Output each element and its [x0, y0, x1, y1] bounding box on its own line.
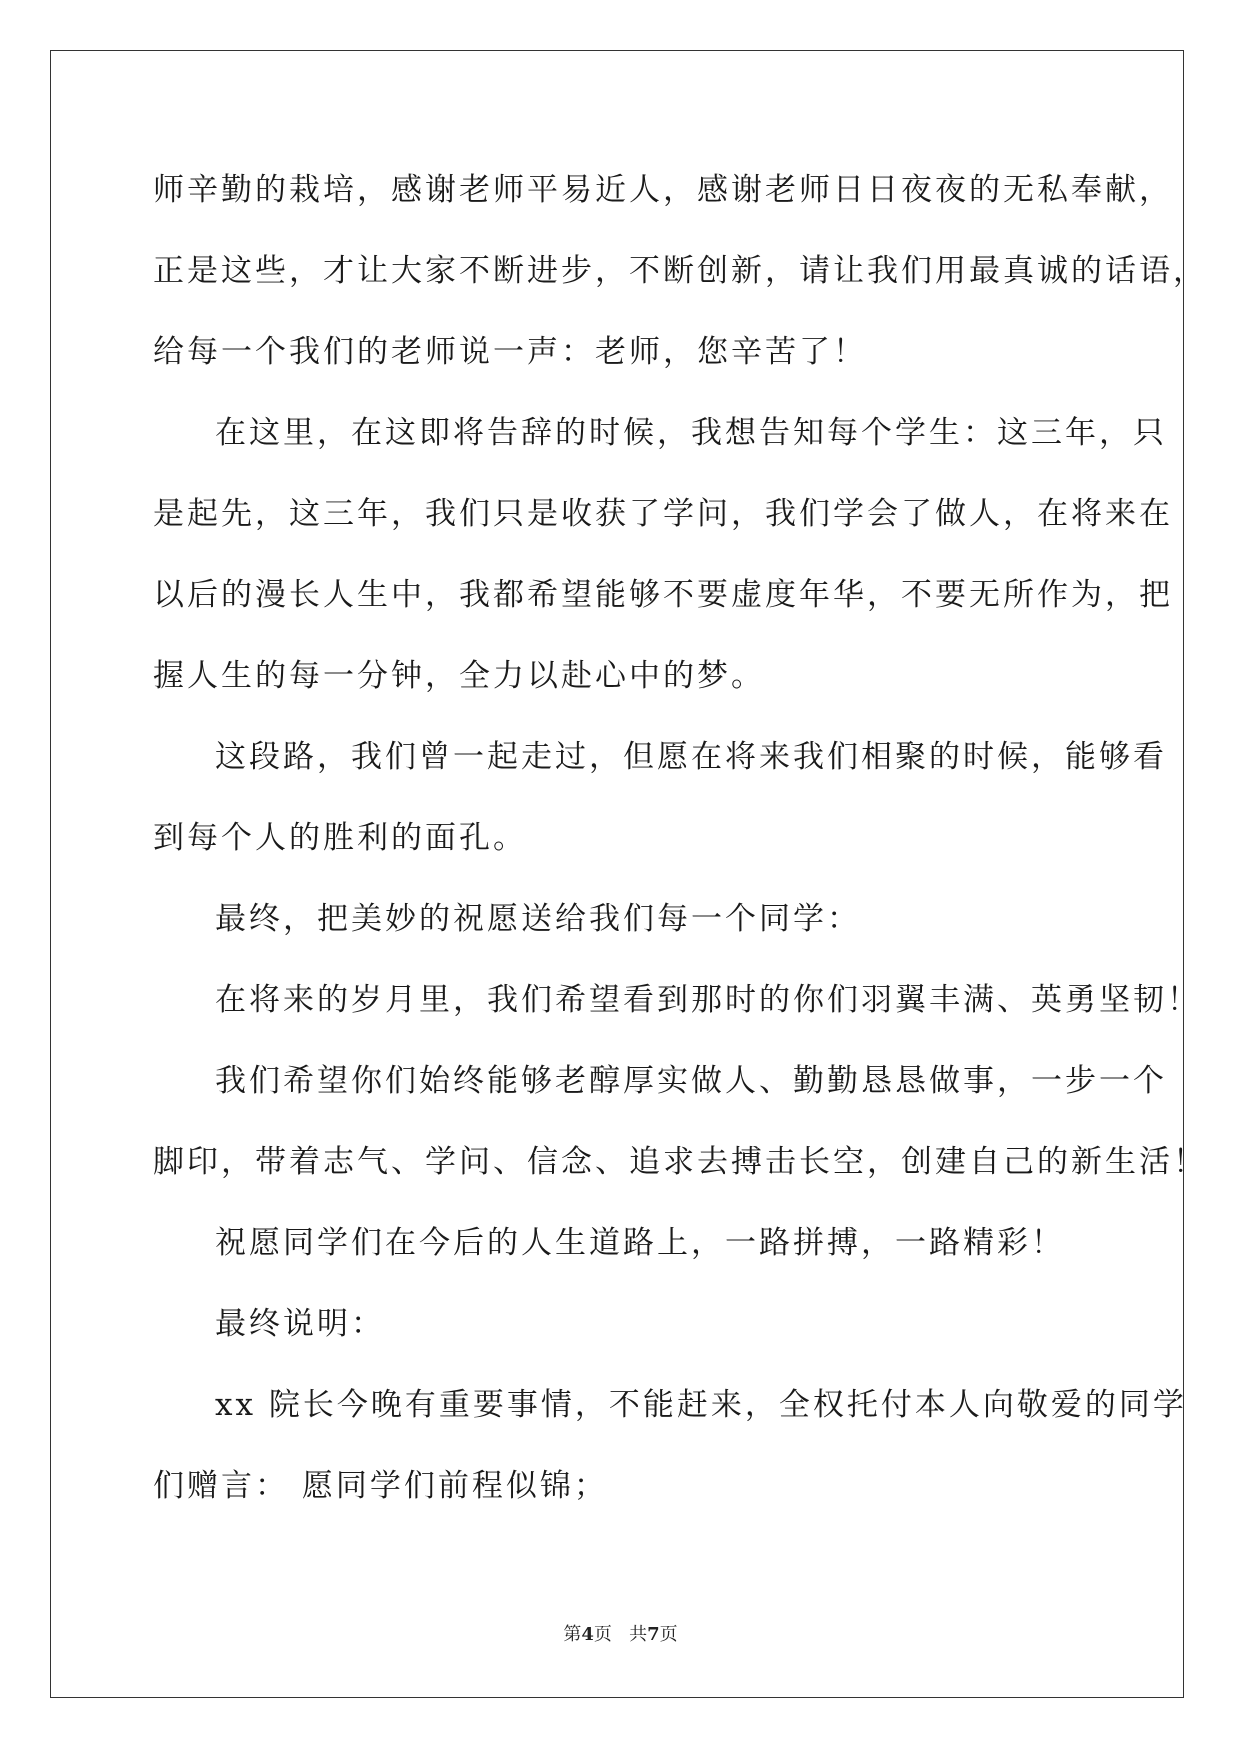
text-line: 正是这些，才让大家不断进步，不断创新，请让我们用最真诚的话语， [153, 253, 1207, 289]
footer-total-suffix: 页 [659, 1624, 678, 1645]
text-line: 我们希望你们始终能够老醇厚实做人、勤勤恳恳做事，一步一个 [215, 1063, 1167, 1099]
text-line: 给每一个我们的老师说一声：老师，您辛苦了！ [153, 334, 867, 370]
text-line: 握人生的每一分钟，全力以赴心中的梦。 [153, 658, 765, 694]
text-line: 最终说明： [215, 1306, 385, 1342]
text-line: 到每个人的胜利的面孔。 [153, 820, 527, 856]
text-line: 这段路，我们曾一起走过，但愿在将来我们相聚的时候，能够看 [215, 739, 1167, 775]
current-page-number: 4 [581, 1624, 594, 1645]
footer-page-word: 页 [593, 1624, 612, 1645]
text-line: xx 院长今晚有重要事情，不能赶来，全权托付本人向敬爱的同学 [215, 1387, 1187, 1423]
text-line: 最终，把美妙的祝愿送给我们每一个同学： [215, 901, 861, 937]
document-body [153, 160, 1207, 1537]
footer-prefix: 第 [563, 1624, 582, 1645]
text-line: 是起先，这三年，我们只是收获了学问，我们学会了做人，在将来在 [153, 496, 1173, 532]
text-line: 祝愿同学们在今后的人生道路上，一路拼搏，一路精彩！ [215, 1225, 1065, 1261]
text-line: 们赠言： 愿同学们前程似锦； [153, 1468, 608, 1504]
text-line: 在将来的岁月里，我们希望看到那时的你们羽翼丰满、英勇坚韧！ [215, 982, 1201, 1018]
text-line: 以后的漫长人生中，我都希望能够不要虚度年华，不要无所作为，把 [153, 577, 1173, 613]
page-footer [0, 1620, 1241, 1646]
text-line: 脚印，带着志气、学问、信念、追求去搏击长空，创建自己的新生活！ [153, 1144, 1207, 1180]
text-line: 师辛勤的栽培，感谢老师平易近人，感谢老师日日夜夜的无私奉献， [153, 172, 1173, 208]
footer-total-prefix: 共 [629, 1624, 648, 1645]
total-pages-number: 7 [647, 1624, 660, 1645]
text-line: 在这里，在这即将告辞的时候，我想告知每个学生：这三年，只 [215, 415, 1167, 451]
